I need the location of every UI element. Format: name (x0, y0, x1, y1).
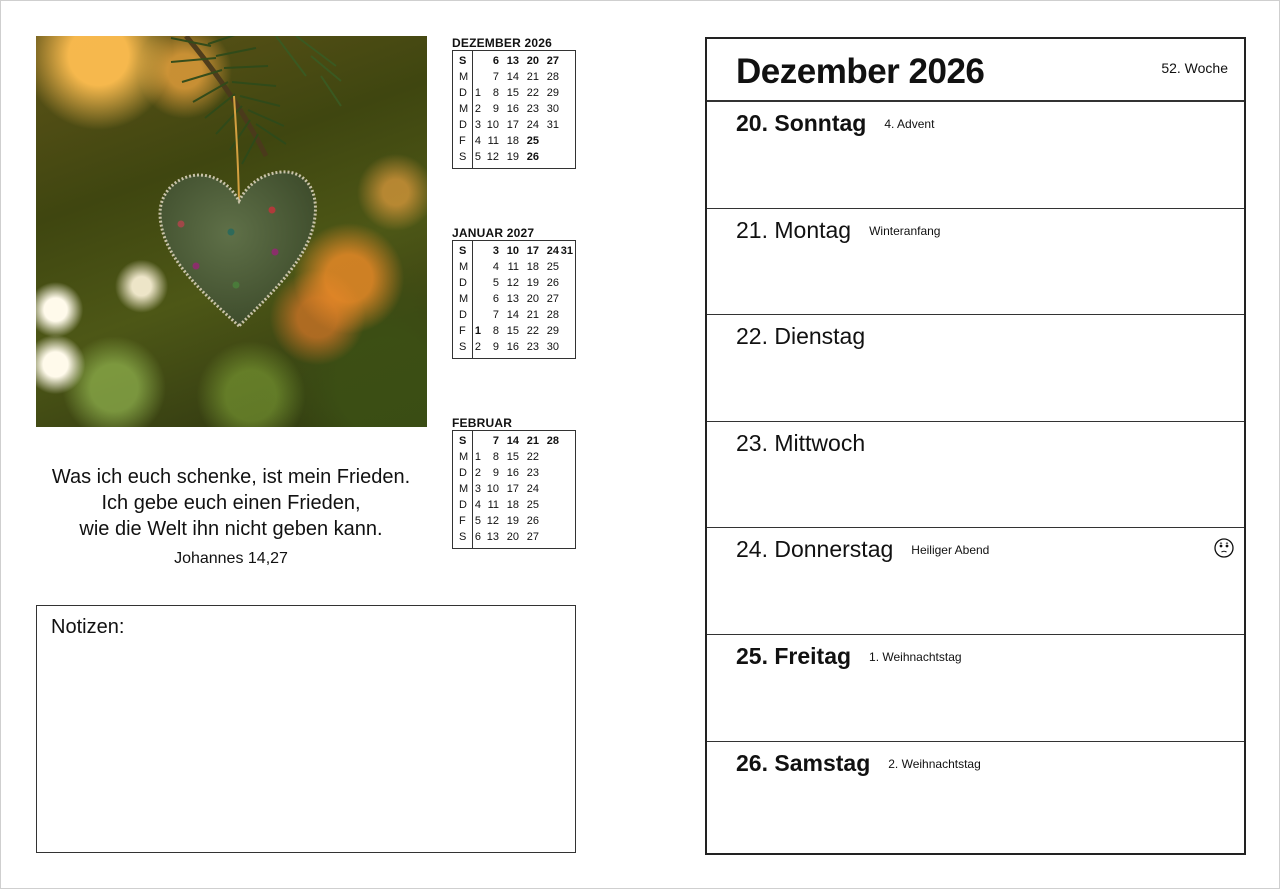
mini-calendar-row (453, 323, 575, 339)
date-cell: 7 (492, 309, 499, 321)
mini-calendar-row (453, 465, 575, 481)
day-label (736, 323, 865, 350)
day-label (736, 430, 865, 457)
date-cell: 3 (474, 483, 481, 495)
date-cell: 13 (486, 531, 499, 543)
weekday-letter: F (459, 325, 466, 337)
day-name: 21. Montag (736, 216, 852, 243)
date-cell: 17 (526, 245, 539, 257)
day-entry[interactable] (707, 101, 1244, 208)
date-cell: 6 (492, 293, 499, 305)
date-cell: 22 (526, 87, 539, 99)
day-label (736, 110, 934, 137)
date-cell: 12 (486, 151, 499, 163)
date-cell: 28 (546, 435, 559, 447)
mini-calendar-february (452, 417, 576, 549)
date-cell: 12 (486, 515, 499, 527)
date-cell: 4 (474, 135, 481, 147)
weekday-letter: S (459, 341, 467, 353)
date-cell: 8 (492, 451, 499, 463)
weekday-letter: D (459, 499, 467, 511)
day-entry[interactable] (707, 208, 1244, 315)
date-cell: 3 (474, 119, 481, 131)
date-cell: 11 (487, 499, 499, 511)
date-cell: 24 (526, 483, 539, 495)
weekday-letter: D (459, 87, 467, 99)
weekday-letter: M (459, 483, 469, 495)
weekday-letter: D (459, 467, 467, 479)
date-cell: 11 (487, 135, 499, 147)
weekday-letter: M (459, 103, 469, 115)
holiday-note: Winteranfang (869, 223, 941, 238)
quote-line: Was ich euch schenke, ist mein Frieden. (51, 466, 411, 488)
holiday-note: 4. Advent (884, 117, 935, 131)
date-cell: 23 (526, 341, 539, 353)
date-cell: 31 (560, 245, 573, 257)
quote-line: Ich gebe euch einen Frieden, (101, 492, 361, 514)
mini-calendar-row (453, 259, 575, 275)
date-cell: 26 (546, 277, 559, 289)
date-cell: 25 (546, 261, 559, 273)
weekday-letter: S (459, 151, 467, 163)
day-entry[interactable] (707, 421, 1244, 528)
date-cell: 7 (492, 435, 499, 447)
date-cell: 27 (546, 293, 559, 305)
date-cell: 4 (492, 261, 499, 273)
date-cell: 12 (506, 277, 519, 289)
date-cell: 8 (492, 325, 499, 337)
date-cell: 19 (506, 515, 519, 527)
weekday-letter: D (459, 277, 467, 289)
mini-calendar-row (453, 69, 575, 85)
date-cell: 24 (526, 119, 539, 131)
date-cell: 9 (492, 341, 499, 353)
day-name: 23. Mittwoch (736, 429, 866, 456)
day-entry[interactable] (707, 741, 1244, 850)
week-planner (705, 37, 1246, 855)
date-cell: 4 (474, 499, 481, 511)
date-cell: 19 (506, 151, 519, 163)
mini-calendar-title: DEZEMBER 2026 (452, 36, 552, 50)
date-cell: 26 (526, 151, 539, 163)
date-cell: 18 (506, 135, 519, 147)
mini-calendar-row (453, 291, 575, 307)
date-cell: 28 (546, 71, 559, 83)
weekday-letter: S (459, 435, 467, 447)
month-title: Dezember 2026 (736, 52, 985, 91)
mini-calendar-december (452, 37, 576, 169)
weekday-letter: M (459, 293, 469, 305)
date-cell: 1 (474, 325, 481, 337)
date-cell: 6 (492, 55, 499, 67)
date-cell: 9 (492, 103, 499, 115)
date-cell: 20 (506, 531, 519, 543)
date-cell: 23 (526, 467, 539, 479)
date-cell: 17 (506, 483, 519, 495)
day-entry[interactable] (707, 634, 1244, 741)
mini-calendar-row (453, 53, 575, 69)
day-name: 24. Donnerstag (736, 536, 894, 563)
date-cell: 16 (506, 467, 519, 479)
mini-calendar-row (453, 117, 575, 133)
date-cell: 29 (546, 87, 559, 99)
mini-calendar-row (453, 339, 575, 355)
date-cell: 14 (506, 435, 519, 447)
weekday-letter: D (459, 119, 467, 131)
date-cell: 21 (526, 435, 539, 447)
week-number: 52. Woche (1161, 60, 1228, 76)
date-cell: 8 (492, 87, 499, 99)
day-entry[interactable] (707, 314, 1244, 421)
weekday-letter: M (459, 451, 469, 463)
date-cell: 2 (474, 103, 481, 115)
notes-label: Notizen: (51, 616, 125, 638)
date-cell: 21 (526, 309, 539, 321)
mini-calendar-grid (452, 240, 576, 359)
day-name: 20. Sonntag (736, 110, 867, 136)
date-cell: 10 (506, 245, 519, 257)
mini-calendar-row (453, 529, 575, 545)
date-cell: 25 (526, 499, 539, 511)
mini-calendar-row (453, 85, 575, 101)
date-cell: 17 (506, 119, 519, 131)
mini-calendar-row (453, 497, 575, 513)
date-cell: 18 (526, 261, 539, 273)
date-cell: 26 (526, 515, 539, 527)
weekday-letter: M (459, 71, 469, 83)
date-cell: 10 (486, 483, 499, 495)
quote-reference: Johannes 14,27 (174, 550, 288, 567)
date-cell: 9 (492, 467, 499, 479)
date-cell: 23 (526, 103, 539, 115)
week-header (707, 39, 1244, 101)
date-cell: 2 (474, 341, 481, 353)
day-name: 25. Freitag (736, 643, 852, 669)
date-cell: 19 (526, 277, 539, 289)
mini-calendar-grid (452, 50, 576, 169)
mini-calendar-row (453, 101, 575, 117)
date-cell: 28 (546, 309, 559, 321)
date-cell: 7 (492, 71, 499, 83)
date-cell: 1 (474, 87, 481, 99)
date-cell: 21 (526, 71, 539, 83)
notes-box[interactable] (36, 605, 576, 853)
date-cell: 2 (474, 467, 481, 479)
mini-calendar-row (453, 449, 575, 465)
date-cell: 15 (506, 325, 519, 337)
day-label (736, 217, 940, 244)
date-cell: 5 (492, 277, 499, 289)
day-name: 22. Dienstag (736, 323, 866, 350)
date-cell: 16 (506, 103, 519, 115)
mini-calendar-row (453, 307, 575, 323)
day-label (736, 750, 981, 777)
date-cell: 30 (546, 103, 559, 115)
mini-calendar-row (453, 133, 575, 149)
bible-quote (20, 464, 442, 568)
date-cell: 31 (546, 119, 559, 131)
date-cell: 6 (474, 531, 481, 543)
date-cell: 18 (506, 499, 519, 511)
date-cell: 16 (506, 341, 519, 353)
date-cell: 10 (486, 119, 499, 131)
date-cell: 22 (526, 325, 539, 337)
date-cell: 11 (507, 261, 519, 273)
mini-calendar-grid (452, 430, 576, 549)
mini-calendar-row (453, 481, 575, 497)
date-cell: 25 (526, 135, 539, 147)
date-cell: 15 (506, 451, 519, 463)
weekday-letter: S (459, 531, 467, 543)
holiday-note: 2. Weihnachtstag (888, 756, 981, 771)
mini-calendar-january (452, 227, 576, 359)
mini-calendar-row (453, 513, 575, 529)
date-cell: 5 (474, 515, 481, 527)
date-cell: 14 (506, 71, 519, 83)
day-name: 26. Samstag (736, 749, 871, 776)
weekday-letter: D (459, 309, 467, 321)
date-cell: 13 (506, 293, 519, 305)
date-cell: 29 (546, 325, 559, 337)
date-cell: 15 (506, 87, 519, 99)
mini-calendar-title: FEBRUAR (452, 416, 513, 430)
quote-line: wie die Welt ihn nicht geben kann. (79, 518, 383, 540)
date-cell: 30 (546, 341, 559, 353)
date-cell: 5 (474, 151, 481, 163)
date-cell: 14 (506, 309, 519, 321)
day-entry[interactable] (707, 527, 1244, 634)
mini-calendar-row (453, 149, 575, 165)
date-cell: 27 (546, 55, 559, 67)
date-cell: 27 (526, 531, 539, 543)
date-cell: 24 (546, 245, 559, 257)
weekday-letter: F (459, 515, 466, 527)
date-cell: 20 (526, 55, 539, 67)
day-label (736, 536, 989, 563)
date-cell: 22 (526, 451, 539, 463)
date-cell: 13 (506, 55, 519, 67)
day-label (736, 643, 962, 670)
holiday-note: Heiliger Abend (911, 543, 990, 558)
weekday-letter: S (459, 245, 467, 257)
date-cell: 3 (492, 245, 499, 257)
mini-calendar-title: JANUAR 2027 (452, 226, 535, 240)
moon-face-icon (1214, 538, 1234, 558)
holiday-note: 1. Weihnachtstag (869, 650, 962, 664)
mini-calendar-row (453, 433, 575, 449)
date-cell: 20 (526, 293, 539, 305)
mini-calendar-row (453, 275, 575, 291)
heart-ornament-photo (36, 36, 427, 427)
weekday-letter: S (459, 55, 467, 67)
weekday-letter: M (459, 261, 469, 273)
date-cell: 1 (474, 451, 481, 463)
weekday-letter: F (459, 135, 466, 147)
mini-calendar-row (453, 243, 575, 259)
